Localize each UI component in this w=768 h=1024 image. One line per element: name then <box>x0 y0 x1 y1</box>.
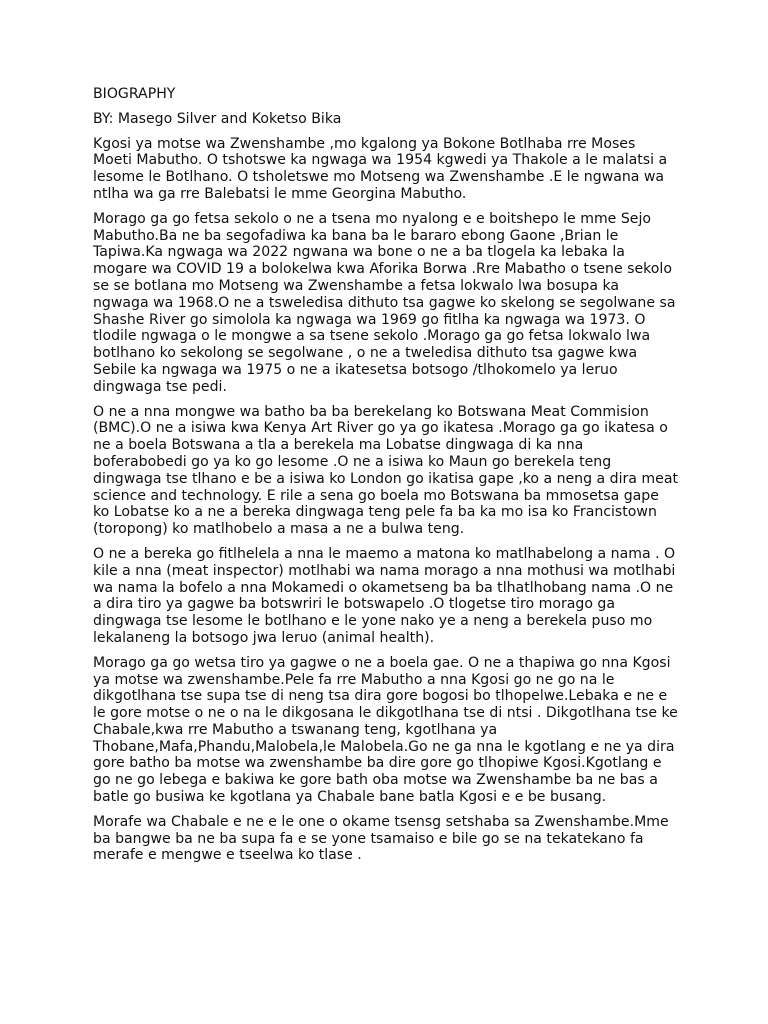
paragraph-1: Kgosi ya motse wa Zwenshambe ,mo kgalong ya Bokone Botlhaba rre Moses Moeti Mabutho. O tshotswe ka ngwaga wa 1954 kgwedi ya Thakole a le malatsi a lesome le Botlhano. O tsholetswe mo Motseng wa Zwenshambe .E le ngwana wa ntlha wa ga rre Balebatsi le mme Georgina Mabutho. <box>93 135 668 202</box>
paragraph-5: Morago ga go wetsa tiro ya gagwe o ne a boela gae. O ne a thapiwa go nna Kgosi ya motse wa zwenshambe.Pele fa rre Mabutho a nna Kgosi go ne go na le dikgotlhana tse supa tse di neng tsa dira gore bogosi bo tlhopelwe.Lebaka e ne e le gore motse o ne o na le dikgosana le dikgotlhana tse di ntsi . Dikgotlhana tse ke Chabale,kwa rre Mabutho a tswanang teng, kgotlhana ya Thobane,Mafa,Phandu,Malobela,le Malobela.Go ne ga nna le kgotlang e ne ya dira gore batho ba motse wa zwenshambe ba dire gore go tlhopiwe Kgosi.Kgotlang e go ne go lebega e bakiwa ke gore bath oba motse wa Zwenshambe ba ne bas a batle go busiwa ke kgotlana ya Chabale bane batla Kgosi e e be busang. <box>93 654 678 806</box>
document-page <box>93 86 678 872</box>
paragraph-3: O ne a nna mongwe wa batho ba ba berekelang ko Botswana Meat Commision (BMC).O ne a isiwa kwa Kenya Art River go ya go ikatesa .Morago ga go ikatesa o ne a boela Botswana a tla a berekela ma Lobatse dingwaga di ka nna boferabobedi go ya ko go lesome .O ne a isiwa ko Maun go berekela teng dingwaga tse tlhano e be a isiwa ko London go ikatisa gape ,ko a neng a dira meat science and technology. E rile a sena go boela mo Botswana ba mmosetsa gape ko Lobatse ko a ne a bereka dingwaga teng pele fa ba ka mo isa ko Francistown (toropong) ko matlhobelo a masa a ne a bulwa teng. <box>93 403 678 538</box>
paragraph-6: Morafe wa Chabale e ne e le one o okame tsensg setshaba sa Zwenshambe.Mme ba bangwe ba ne ba supa fa e se yone tsamaiso e bile go se na tekatekano fa merafe e mengwe e tseelwa ko tlase . <box>93 813 669 864</box>
document-byline: BY: Masego Silver and Koketso Bika <box>93 110 342 127</box>
paragraph-4: O ne a bereka go fitlhelela a nna le maemo a matona ko matlhabelong a nama . O kile a nna (meat inspector) motlhabi wa nama morago a nna mothusi wa motlhabi wa nama la bofelo a nna Mokamedi o okametseng ba ba tlhatlhobang nama .O ne a dira tiro ya gagwe ba botswriri le botswapelo .O tlogetse tiro morago ga dingwaga tse lesome le botlhano e le yone nako ye a neng a berekela puso mo lekalaneng la botsogo jwa leruo (animal health). <box>93 545 676 646</box>
document-heading: BIOGRAPHY <box>93 86 176 102</box>
paragraph-2: Morago ga go fetsa sekolo o ne a tsena mo nyalong e e boitshepo le mme Sejo Mabutho.Ba ne ba segofadiwa ka bana ba le bararo ebong Gaone ,Brian le Tapiwa.Ka ngwaga wa 2022 ngwana wa bone o ne a ba tlogela ka lebaka la mogare wa COVID 19 a bolokelwa kwa Aforika Borwa .Rre Mabatho o tsene sekolo se se botlana mo Motseng wa Zwenshambe a fetsa lokwalo lwa bosupa ka ngwaga wa 1968.O ne a tsweledisa dithuto tsa gagwe ko skelong se segolwane sa Shashe River go simolola ka ngwaga wa 1969 go fitlha ka ngwaga wa 1973. O tlodile ngwaga o le mongwe a sa tsene sekolo .Morago ga go fetsa lokwalo lwa botlhano ko sekolong se segolwane , o ne a tweledisa dithuto tsa gagwe kwa Sebile ka ngwaga wa 1975 o ne a ikatesetsa botsogo /tlhokomelo ya leruo dingwaga tse pedi. <box>93 210 676 395</box>
